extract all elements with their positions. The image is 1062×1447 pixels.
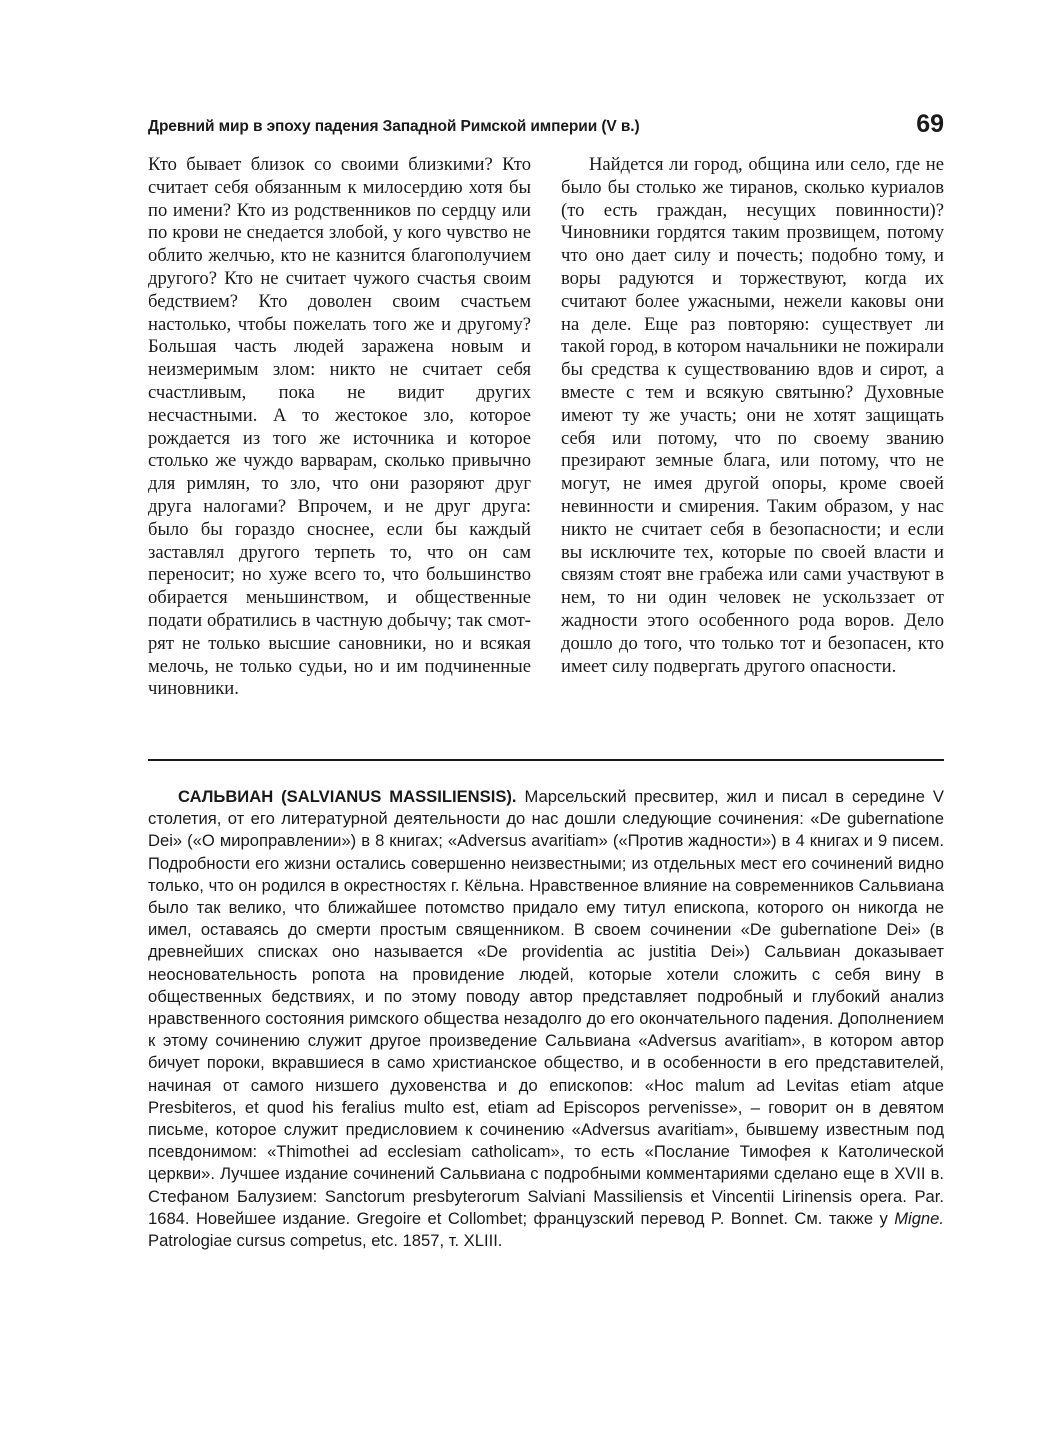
note-text-part-1: Марсельский пресвитер, жил и писал в середине V столетия, от его литературной деятельности до нас дошли следующие сочинения: «De gubernatione Dei» («О мироправлении») в 8 книгах; «Adversus avaritiam» («Против жадности») в 4 книгах и 9 писем. Подробности его жизни остались совершенно неизвестными; из отдельных мест его сочинений видно только, что он родился в окрестностях г. Кёльна. Нравственное влияние на современников Сальвиана было так велико, что ближайшее потомство придало ему титул епископа, которого он никогда не имел, оставаясь до смерти простым священником. В своем сочинении «De gubernatione Dei» (в древнейших списках оно называется «De providentia ac justitia Dei») Сальвиан доказывает неосновательность ропота на провидение людей, которые хотели сложить с себя вину в общественных бедствиях, и по этому поводу автор представляет подробный и глубокий анализ нравственного состояния римского общества незадолго до его окончательного падения. Дополнением к этому сочинению служит другое произведение Сальвиана «Adversus avaritiam», в котором автор бичует пороки, вкравшиеся в само христианское общество, и в особенности в его представителей, начиная от самого низшего духовенства и до епископов: «Hoc malum ad Levitas etiam atque Presbiteros, et quod his feralius multo est, etiam ad Episcopos pervenisse», – говорит он в девятом письме, которое служит предисловием к сочинению «Adversus avaritiam», бывшему известным под псевдонимом: «Thimothei ad ecclesiam catholicam», то есть «Послание Тимофея к Католической церкви». Лучшее издание сочинений Сальвиана с подробными комментариями сделано еще в XVII в. Стефаном Балузием: Sanctorum presbyterorum Salviani Massiliensis et Vincentii Lirinensis opera. Par. 1684. Новейшее издание. Gregoire et Collombet; французский перевод P. Bonnet. См. также у xyxy=(148,787,944,1228)
right-column xyxy=(561,154,944,678)
running-header xyxy=(148,106,944,146)
page-number: 69 xyxy=(916,110,944,138)
left-column-paragraph: Кто бывает близок со своими близкими? Кто считает себя обязанным к милосердию хотя бы по имени? Кто из родственников по сердцу или по крови не снедается злобой, у кого чувство не облито желчью, кто не казнится благополучием другого? Кто не считает чужого счастья своим бедствием? Кто доволен своим счастьем настолько, чтобы пожелать того же и другому? Большая часть людей заражена новым и неизмеримым злом: никто не считает себя счастливым, пока не видит других несчастными. А то жестокое зло, которое рождается из того же источника и которое столько же чуждо варварам, сколько привычно для римлян, то зло, что они разоряют друг друга налогами? Впрочем, и не друг друга: было бы гораздо сноснее, если бы каждый заставлял другого терпеть то, что он сам переносит; но хуже всего то, что большинство обирается меньшинством, и общественные подати обратились в частную добычу; так смотрят не только высшие сановники, но и всякая мелочь, не только судьи, но и им подчиненные чиновники. xyxy=(148,154,531,700)
right-column-paragraph: Найдется ли город, община или село, где не было бы столько же тиранов, сколько куриалов (то есть граждан, несущих повинности)? Чиновники гордятся таким прозвищем, потому что оно дает силу и почесть; подобно тому, и воры радуются и торжествуют, когда их считают более ужасными, нежели каковы они на деле. Еще раз повторяю: существует ли такой город, в котором начальники не пожирали бы средства к существованию вдов и сирот, а вместе с тем и всякую святыню? Духовные имеют ту же участь; они не хотят защищать себя или потому, что по своему званию презирают земные блага, или потому, что не могут, не имея другой опоры, кроме своей невинности и смирения. Таким образом, у нас никто не считает себя в безопасности; и если вы исключите тех, которые по своей власти и связям стоят вне грабежа или сами участвуют в нем, то ни один человек не ускольззает от жадности этого особенного рода воров. Дело дошло до того, что только тот и безопасен, кто имеет силу подвергать другого опасности. xyxy=(561,154,944,677)
header-title: Древний мир в эпоху падения Западной Римской империи (V в.) xyxy=(148,118,640,135)
page xyxy=(148,106,944,736)
note-text-part-2: Patrologiae cursus competus, etc. 1857, т. XLIII. xyxy=(148,1231,503,1251)
section-divider xyxy=(148,759,944,761)
left-column xyxy=(148,154,531,701)
author-note xyxy=(148,786,944,1252)
main-text xyxy=(148,154,944,736)
note-italic-author: Migne. xyxy=(894,1208,944,1228)
note-term: САЛЬВИАН (SALVIANUS MASSILIENSIS). xyxy=(178,787,517,806)
